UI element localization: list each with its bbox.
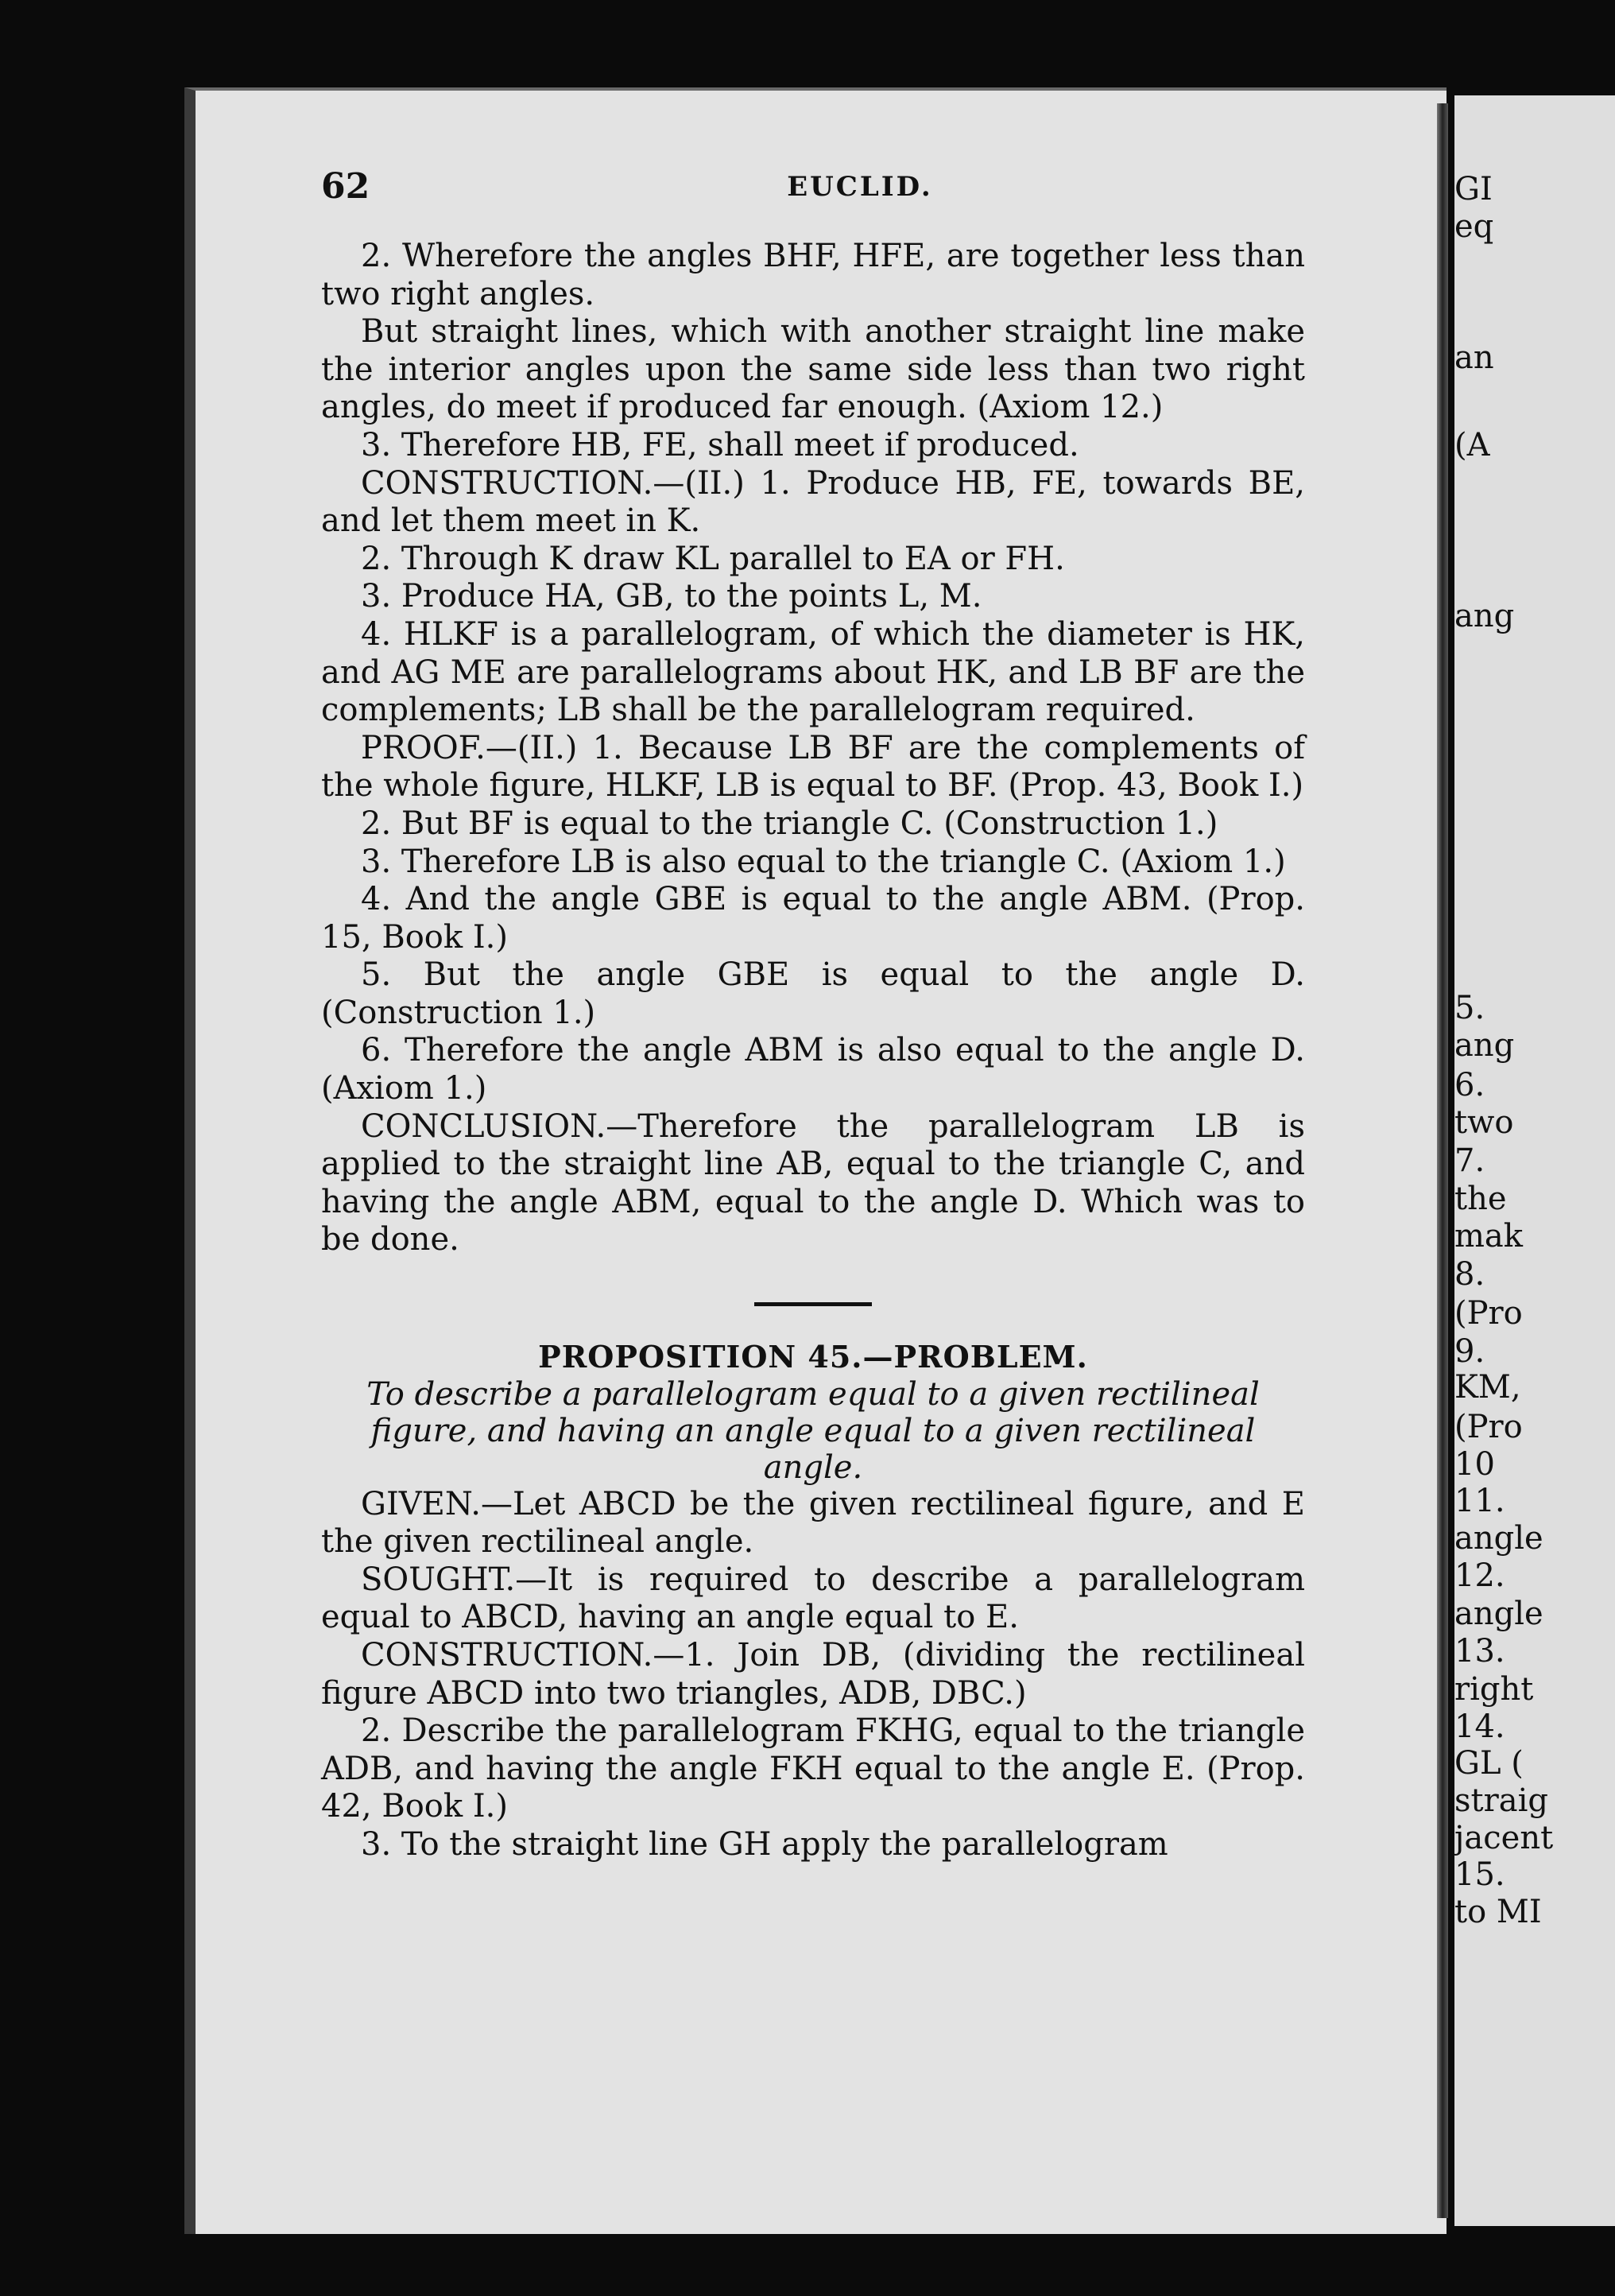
page-number: 62 (321, 166, 370, 207)
facing-page-text: 11. (1454, 1483, 1505, 1519)
section-divider (754, 1302, 872, 1306)
book-page (184, 87, 1447, 2234)
facing-page-text: ang (1454, 598, 1515, 634)
text-line: SOUGHT.—It is required to describe a parallelogram equal to ABCD, having an angle equal to E. (321, 1561, 1305, 1636)
facing-page-text: 8. (1454, 1256, 1485, 1293)
facing-page-text: eq (1454, 208, 1494, 245)
text-line: CONCLUSION.—Therefore the parallelogram LB is applied to the straight line AB, equal to the triangle C, and having the angle ABM, equal to the angle D. Which was to be done. (321, 1107, 1305, 1259)
facing-page-text: GL ( (1454, 1745, 1524, 1782)
text-line: CONSTRUCTION.—1. Join DB, (dividing the rectilineal figure ABCD into two triangles, ADB, DBC.) (321, 1637, 1305, 1712)
text-line: 2. Describe the parallelogram FKHG, equal to the triangle ADB, and having the angle FKH equal to the angle E. (Prop. 42, Book I.) (321, 1712, 1305, 1825)
text-line: 3. To the straight line GH apply the parallelogram (361, 1825, 1168, 1863)
text-line: 6. Therefore the angle ABM is also equal to the angle D. (Axiom 1.) (321, 1032, 1305, 1107)
text-line: But straight lines, which with another straight line make the interior angles upon the same side less than two right angles, do meet if produced far enough. (Axiom 12.) (321, 313, 1305, 426)
facing-page-text: 15. (1454, 1856, 1505, 1893)
facing-page-text: right (1454, 1671, 1534, 1708)
facing-page-text: an (1454, 339, 1494, 376)
text-line: 4. HLKF is a parallelogram, of which the diameter is HK, and AG ME are parallelograms about HK, and LB BF are the complements; LB shall be the parallelogram required. (321, 615, 1305, 729)
text-line: CONSTRUCTION.—(II.) 1. Produce HB, FE, towards BE, and let them meet in K. (321, 464, 1305, 540)
text-line: GIVEN.—Let ABCD be the given rectilineal figure, and E the given rectilineal angle. (321, 1485, 1305, 1561)
proposition-enunciation: To describe a parallelogram equal to a given rectilineal figure, and having an angle equal to a given rectilineal angle. (366, 1375, 1260, 1486)
text-line: 3. Therefore HB, FE, shall meet if produced. (361, 426, 1079, 463)
facing-page-text: straig (1454, 1782, 1548, 1819)
facing-page-text: 14. (1454, 1708, 1505, 1745)
text-line: 3. Produce HA, GB, to the points L, M. (361, 578, 982, 615)
text-line: 2. But BF is equal to the triangle C. (Construction 1.) (361, 805, 1218, 842)
facing-page-text: angle (1454, 1520, 1543, 1557)
facing-page-text: jacent (1454, 1820, 1554, 1856)
facing-page-text: two (1454, 1104, 1514, 1141)
facing-page-text: (A (1454, 427, 1490, 463)
facing-page-text: (Pro (1454, 1295, 1523, 1332)
facing-page-fragment (1454, 95, 1615, 2226)
facing-page-text: KM, (1454, 1369, 1521, 1406)
facing-page-text: 5. (1454, 990, 1485, 1026)
facing-page-text: ang (1454, 1027, 1515, 1064)
facing-page-text: 13. (1454, 1633, 1505, 1670)
text-line: 5. But the angle GBE is equal to the angle D. (Construction 1.) (321, 956, 1305, 1031)
text-line: PROOF.—(II.) 1. Because LB BF are the complements of the whole figure, HLKF, LB is equal to BF. (Prop. 43, Book I.) (321, 729, 1305, 805)
text-line: 4. And the angle GBE is equal to the angle ABM. (Prop. 15, Book I.) (321, 881, 1305, 956)
facing-page-text: 7. (1454, 1142, 1485, 1179)
facing-page-text: (Pro (1454, 1409, 1523, 1445)
text-line: 2. Through K draw KL parallel to EA or FH. (361, 540, 1065, 577)
facing-page-text: GI (1454, 171, 1493, 207)
page-header (321, 166, 1399, 214)
facing-page-text: angle (1454, 1596, 1543, 1632)
facing-page-text: 12. (1454, 1557, 1505, 1594)
facing-page-text: the (1454, 1181, 1507, 1217)
running-title: EUCLID. (787, 171, 933, 203)
page-body (321, 238, 1305, 1864)
facing-page-text: to MI (1454, 1894, 1542, 1930)
text-line: 3. Therefore LB is also equal to the triangle C. (Axiom 1.) (361, 843, 1286, 880)
facing-page-text: 6. (1454, 1067, 1485, 1103)
book-gutter (1437, 103, 1448, 2218)
text-line: 2. Wherefore the angles BHF, HFE, are together less than two right angles. (321, 238, 1305, 312)
facing-page-text: 9. (1454, 1333, 1485, 1370)
facing-page-text: 10 (1454, 1446, 1495, 1483)
proposition-title: PROPOSITION 45.—PROBLEM. (538, 1339, 1088, 1375)
facing-page-text: mak (1454, 1218, 1524, 1255)
